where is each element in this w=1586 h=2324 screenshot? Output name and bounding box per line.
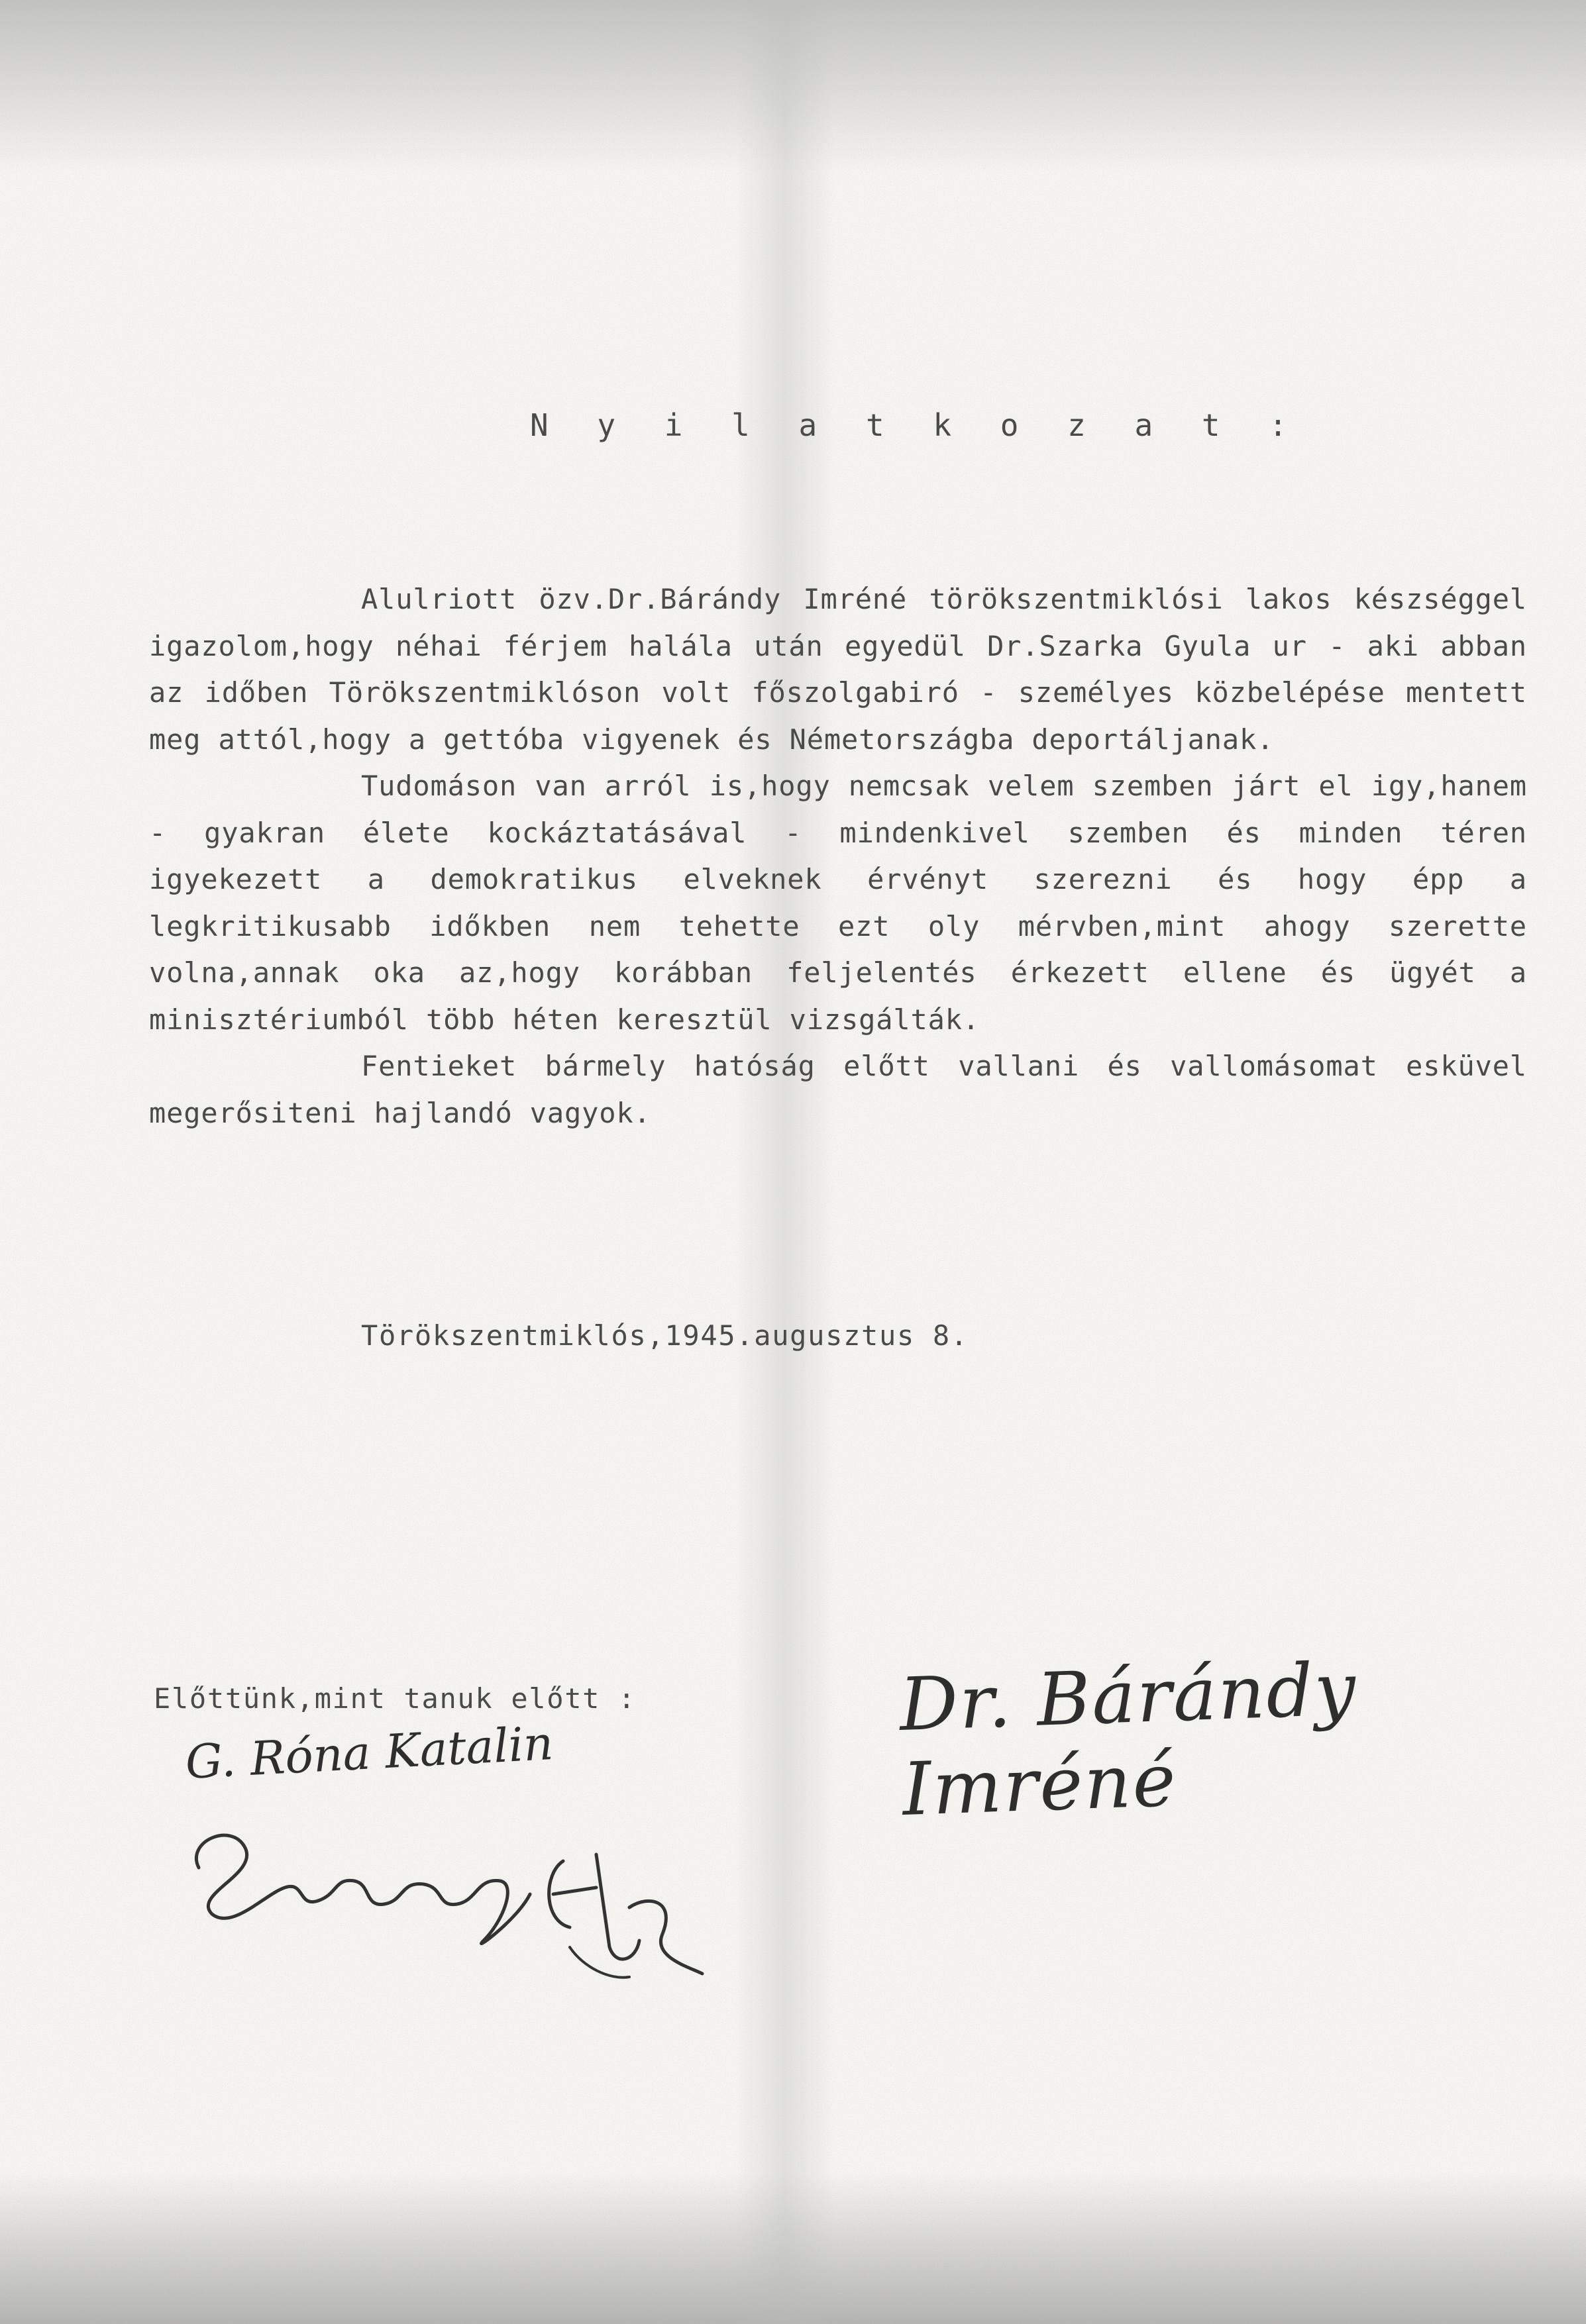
witness-1-signature: G. Róna Katalin (184, 1715, 555, 1790)
paragraph-3: Fentieket bármely hatóság előtt vallani és vallomásomat esküvel megerősiteni hajlandó vagyok. (149, 1050, 1527, 1129)
witness-label: Előttünk,mint tanuk előtt : (154, 1682, 637, 1715)
paragraph-1: Alulriott özv.Dr.Bárándy Imréné törökszentmiklósi lakos készséggel igazolom,hogy néhai férjem halála után egyedül Dr.Szarka Gyula ur - aki abban az időben Törökszentmiklóson volt főszolgabiró - személyes közbelépése mentett meg attól,hogy a gettóba vigyenek és Németországba deportáljanak. (149, 583, 1527, 756)
declaration-body (149, 576, 1527, 1137)
witness-2-signature-scrawl (172, 1815, 729, 1987)
document-title: N y i l a t k o z a t : (530, 407, 1302, 443)
declarant-signature: Dr. Bárándy Imréné (898, 1646, 1359, 1832)
paragraph-2: Tudomáson van arról is,hogy nemcsak velem szemben járt el igy,hanem - gyakran élete kockáztatásával - mindenkivel szemben és minden téren igyekezett a demokratikus elveknek érvényt szerezni és hogy épp a legkritikusabb időkben nem tehette ezt oly mérvben,mint ahogy szerette volna,annak oka az,hogy korábban feljelentés érkezett ellene és ügyét a minisztériumból több héten keresztül vizsgálták. (149, 770, 1527, 1036)
witness-2-signature (172, 1815, 729, 1987)
place-date-line: Törökszentmiklós,1945.augusztus 8. (361, 1319, 969, 1352)
